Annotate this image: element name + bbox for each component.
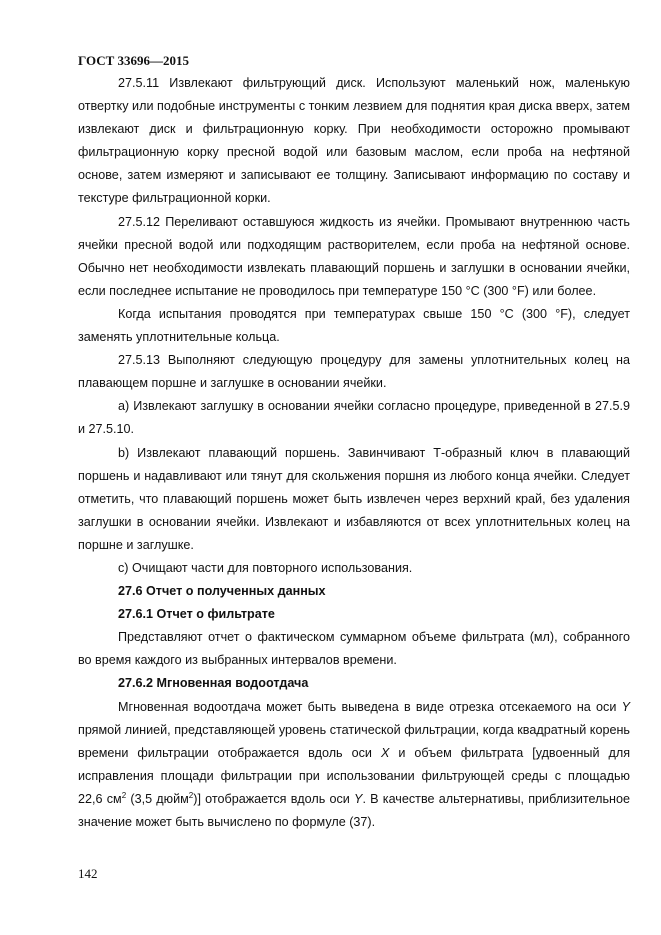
- paragraph-27-5-11: 27.5.11 Извлекают фильтрующий диск. Используют маленький нож, маленькую отвертку или подобные инструменты с тонким лезвием для поднятия края диска вверх, затем извлекают диск и фильтрационную корку. При необходимости осторожно промывают фильтрационную корку пресной водой или базовым маслом, если проба на нефтяной основе, затем измеряют и записывают ее толщину. Записывают информацию по составу и текстуре фильтрационной корки.: [78, 76, 630, 206]
- list-item-c: с) Очищают части для повторного использования.: [118, 560, 413, 575]
- list-item-a: а) Извлекают заглушку в основании ячейки согласно процедуре, приведенной в 27.5.9 и 27.5.10.: [78, 399, 630, 437]
- page-number: 142: [78, 866, 98, 881]
- text-run: (3,5 дюйм: [126, 791, 189, 806]
- heading-27-6-1: 27.6.1 Отчет о фильтрате: [118, 607, 275, 622]
- body-text: [78, 72, 630, 834]
- paragraph-spurt-loss: [78, 696, 630, 835]
- axis-y-symbol: Y: [621, 699, 630, 714]
- superscript: 2: [188, 790, 194, 800]
- paragraph-27-5-12: 27.5.12 Переливают оставшуюся жидкость из ячейки. Промывают внутреннюю часть ячейки пресной водой или подходящим растворителем, если проба на нефтяной основе. Обычно нет необходимости извлекать плавающий поршень и заглушки в основании ячейки, если последнее испытание не проводилось при температуре 150 °С (300 °F) или более.: [78, 214, 630, 298]
- axis-y-symbol: Y: [354, 791, 363, 806]
- paragraph-27-5-13: 27.5.13 Выполняют следующую процедуру для замены уплотнительных колец на плавающем поршне и заглушке в основании ячейки.: [78, 353, 630, 391]
- axis-x-symbol: X: [380, 745, 390, 760]
- paragraph-seal-replacement-note: Когда испытания проводятся при температурах свыше 150 °С (300 °F), следует заменять уплотнительные кольца.: [78, 306, 630, 345]
- text-run: прямой линией, представляющей уровень статической фильтрации, когда квадратный корень времени фильтрации отображается вдоль оси: [78, 722, 630, 760]
- paragraph-filtrate-report: Представляют отчет о фактическом суммарном объеме фильтрата (мл), собранного во время каждого из выбранных интервалов времени.: [78, 630, 630, 668]
- text-run: Мгновенная водоотдача может быть выведена в виде отрезка отсекаемого на оси: [118, 699, 622, 714]
- heading-27-6: 27.6 Отчет о полученных данных: [118, 584, 326, 599]
- text-run: )] отображается вдоль оси: [193, 791, 355, 806]
- superscript: 2: [121, 790, 127, 800]
- heading-27-6-2: 27.6.2 Мгновенная водоотдача: [118, 676, 309, 691]
- text-run: . В качестве альтернативы, приблизительное значение может быть вычислено по формуле (37).: [78, 791, 631, 829]
- text-run: и объем фильтрата [удвоенный для исправления площади фильтрации при использовании фильтрующей среды с площадью 22,6 см: [78, 745, 631, 806]
- standard-header: ГОСТ 33696—2015: [78, 53, 190, 68]
- list-item-b: b) Извлекают плавающий поршень. Завинчивают Т-образный ключ в плавающий поршень и надавливают или тянут для скольжения поршня из любого конца ячейки. Следует отметить, что плавающий поршень может быть извлечен через верхний край, без удаления заглушки в основании ячейки. Извлекают и избавляются от всех уплотнительных колец на поршне и заглушке.: [78, 445, 630, 552]
